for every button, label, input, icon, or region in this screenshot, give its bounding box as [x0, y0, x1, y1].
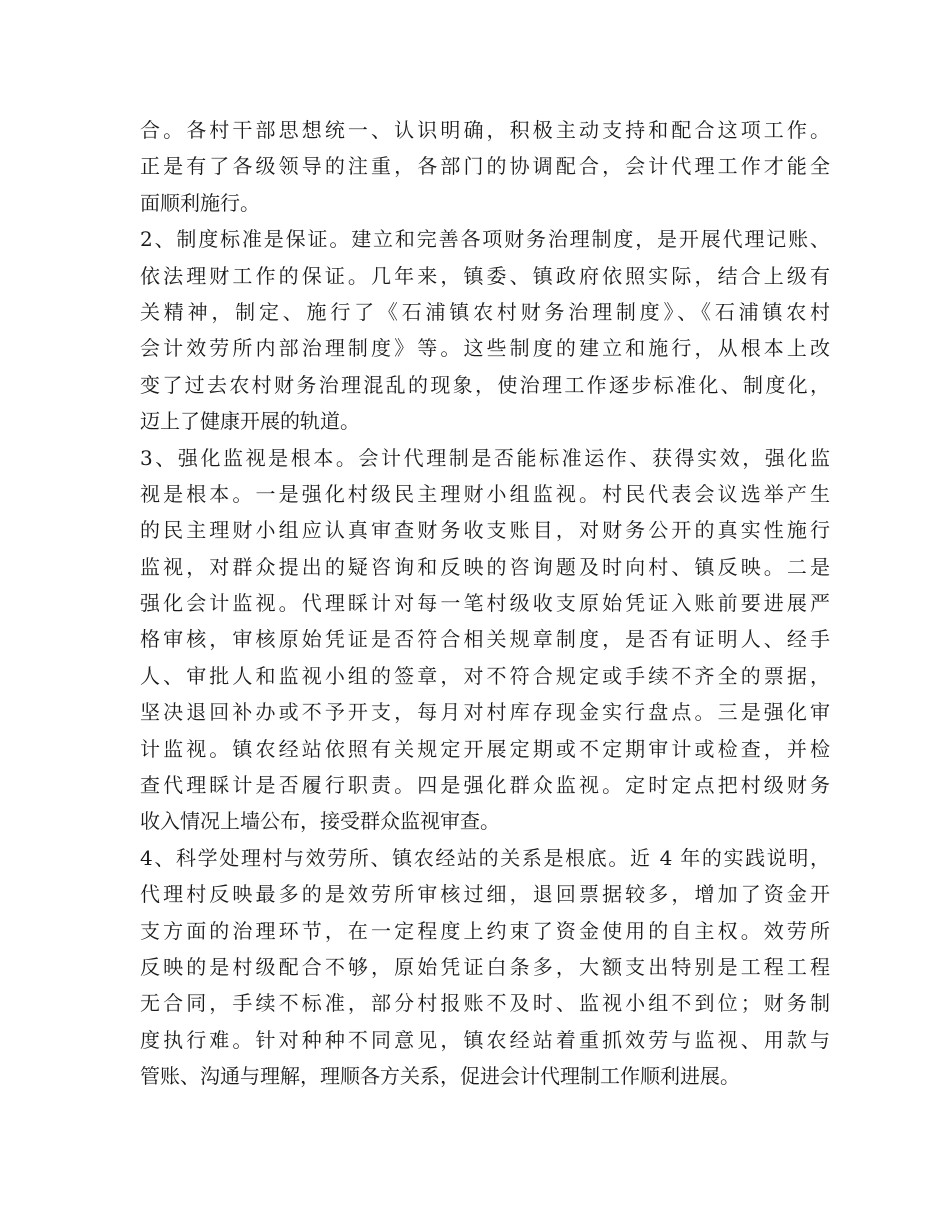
text-line: 人、审批人和监视小组的签章，对不符合规定或手续不齐全的票据，: [140, 663, 830, 688]
text-line: 视是根本。一是强化村级民主理财小组监视。村民代表会议选举产生: [140, 481, 830, 506]
text-line: 支方面的治理环节，在一定程度上约束了资金使用的自主权。效劳所: [140, 918, 830, 943]
text-line: 会计效劳所内部治理制度》等。这些制度的建立和施行，从根本上改: [140, 336, 830, 361]
text-line: 格审核，审核原始凭证是否符合相关规章制度，是否有证明人、经手: [140, 627, 830, 652]
text-line: 管账、沟通与理解，理顺各方关系，促进会计代理制工作顺利进展。: [140, 1064, 740, 1089]
text-line: 3、强化监视是根本。会计代理制是否能标准运作、获得实效，强化监: [140, 445, 830, 470]
body-text: [140, 112, 830, 1095]
text-line: 依法理财工作的保证。几年来，镇委、镇政府依照实际，结合上级有: [140, 263, 830, 288]
text-line: 的民主理财小组应认真审查财务收支账目，对财务公开的真实性施行: [140, 518, 830, 543]
text-line: 收入情况上墙公布，接受群众监视审查。: [140, 809, 500, 834]
text-line: 监视，对群众提出的疑咨询和反映的咨询题及时向村、镇反映。二是: [140, 554, 830, 579]
text-line: 2、制度标准是保证。建立和完善各项财务治理制度，是开展代理记账、: [140, 227, 830, 252]
text-line: 变了过去农村财务治理混乱的现象，使治理工作逐步标准化、制度化，: [140, 372, 830, 397]
text-line: 查代理睬计是否履行职责。四是强化群众监视。定时定点把村级财务: [140, 773, 830, 798]
text-line: 代理村反映最多的是效劳所审核过细，退回票据较多，增加了资金开: [140, 882, 830, 907]
text-line: 迈上了健康开展的轨道。: [140, 409, 360, 434]
text-line: 4、科学处理村与效劳所、镇农经站的关系是根底。近 4 年的实践说明，: [140, 845, 830, 870]
text-line: 强化会计监视。代理睬计对每一笔村级收支原始凭证入账前要进展严: [140, 591, 830, 616]
text-line: 坚决退回补办或不予开支，每月对村库存现金实行盘点。三是强化审: [140, 700, 830, 725]
text-line: 面顺利施行。: [140, 190, 260, 215]
text-line: 计监视。镇农经站依照有关规定开展定期或不定期审计或检查，并检: [140, 736, 830, 761]
text-line: 无合同，手续不标准，部分村报账不及时、监视小组不到位；财务制: [140, 991, 830, 1016]
text-line: 度执行难。针对种种不同意见，镇农经站着重抓效劳与监视、用款与: [140, 1027, 830, 1052]
text-line: 合。各村干部思想统一、认识明确，积极主动支持和配合这项工作。: [140, 118, 830, 142]
text-line: 正是有了各级领导的注重，各部门的协调配合，会计代理工作才能全: [140, 154, 830, 179]
text-line: 反映的是村级配合不够，原始凭证白条多，大额支出特别是工程工程: [140, 954, 830, 979]
text-line: 关精神，制定、施行了《石浦镇农村财务治理制度》、《石浦镇农村: [140, 299, 830, 324]
